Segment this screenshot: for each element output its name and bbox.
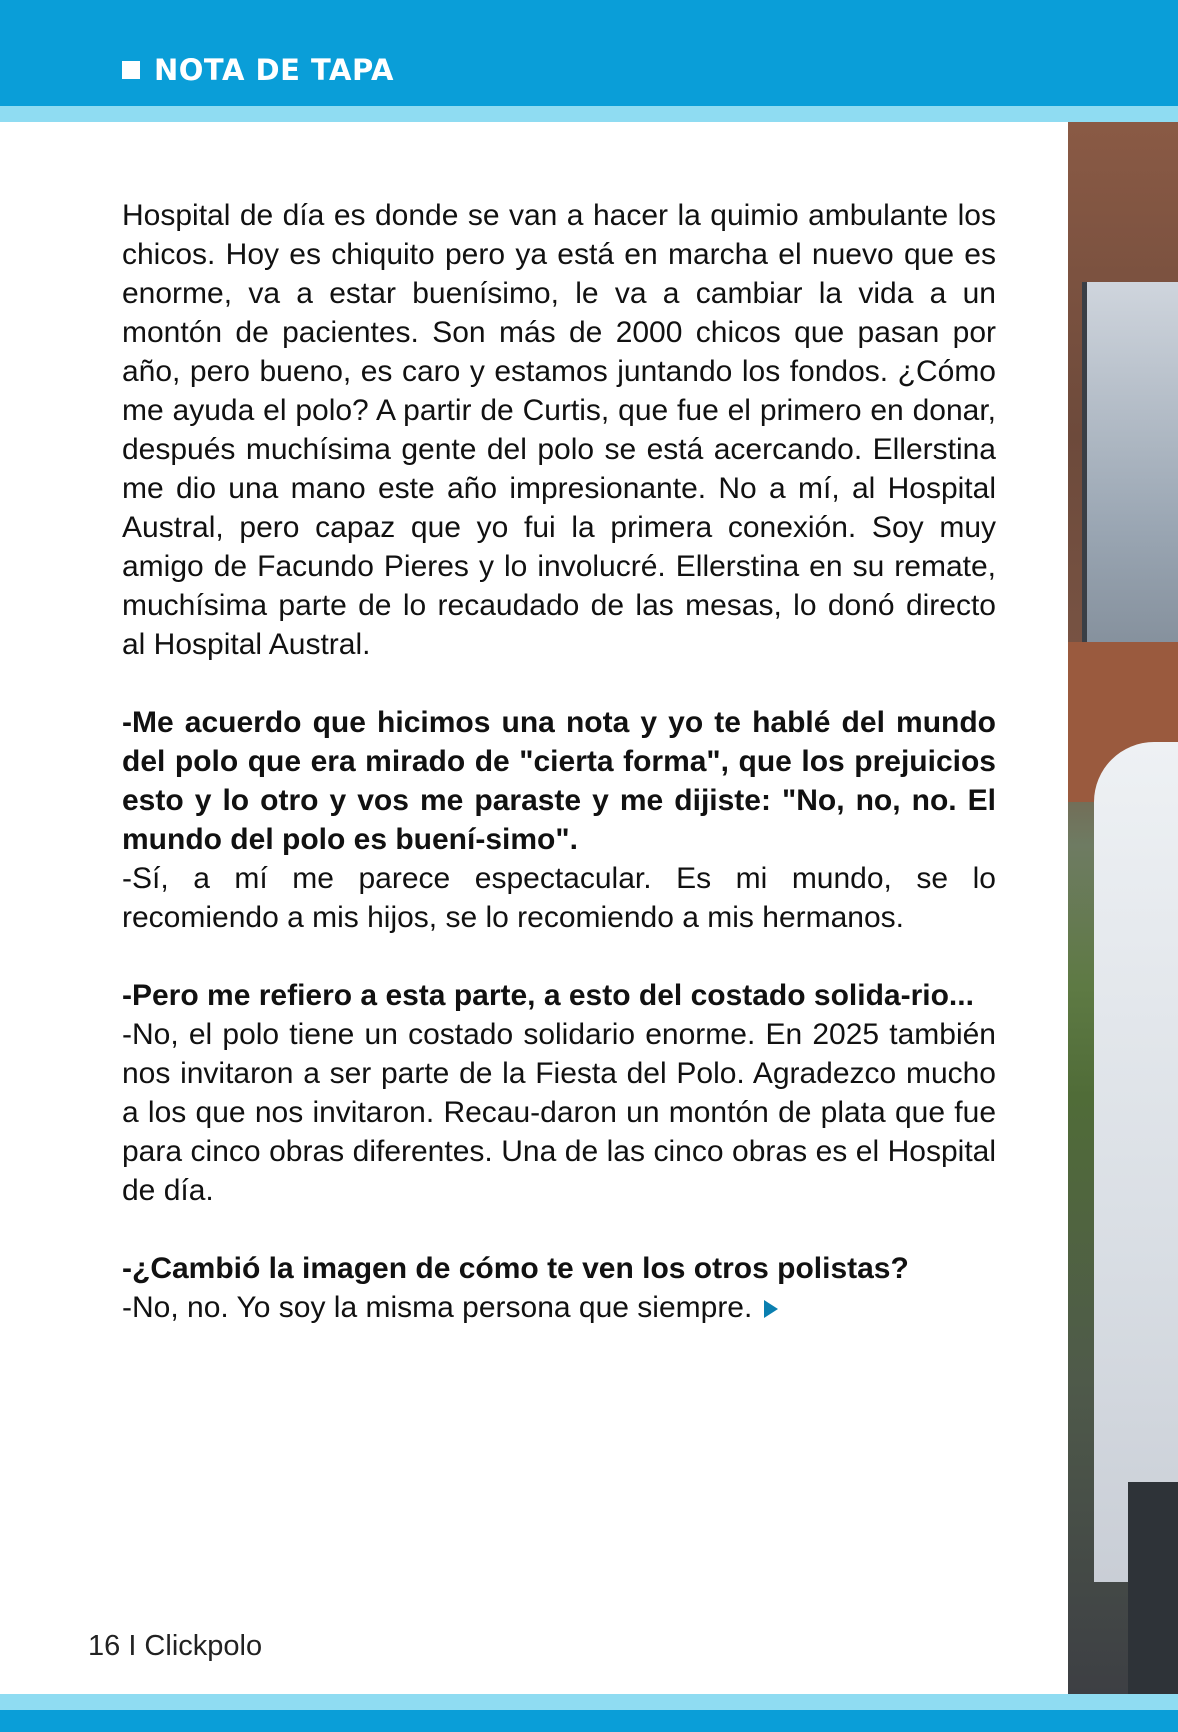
section-label: NOTA DE TAPA (154, 53, 394, 87)
photo-window (1082, 282, 1178, 692)
interview-question: -Pero me refiero a esta parte, a esto del costado solida-rio... (122, 979, 974, 1012)
photo-person-pants (1128, 1482, 1178, 1694)
triangle-right-icon (764, 1300, 778, 1318)
square-bullet-icon (122, 61, 140, 79)
final-answer-text: -No, no. Yo soy la misma persona que siempre. (122, 1291, 753, 1324)
interview-answer-final (122, 1288, 996, 1327)
photo-person-shirt (1094, 742, 1178, 1582)
footer-bar (0, 1710, 1178, 1732)
footer-stripe (0, 1694, 1178, 1710)
cover-photo-edge (1068, 122, 1178, 1694)
header-stripe (0, 106, 1178, 122)
article-body (122, 196, 996, 1327)
interview-answer: -No, el polo tiene un costado solidario enorme. En 2025 también nos invitaron a ser parte de la Fiesta del Polo. Agradezco mucho a los que nos invitaron. Recau-daron un montón de plata que fue para cinco obras diferentes. Una de las cinco obras es el Hospital de día. (122, 1018, 996, 1207)
interview-question: -Me acuerdo que hicimos una nota y yo te hablé del mundo del polo que era mirado de "cierta forma", que los prejuicios esto y lo otro y vos me paraste y me dijiste: "No, no, no. El mundo del polo es buení-simo". (122, 706, 996, 856)
interview-answer: -Sí, a mí me parece espectacular. Es mi mundo, se lo recomiendo a mis hijos, se lo recomiendo a mis hermanos. (122, 862, 996, 934)
article-paragraph: Hospital de día es donde se van a hacer la quimio ambulante los chicos. Hoy es chiquito pero ya está en marcha el nuevo que es enorme, va a estar buenísimo, le va a cambiar la vida a un montón de pacientes. Son más de 2000 chicos que pasan por año, pero bueno, es caro y estamos juntando los fondos. ¿Cómo me ayuda el polo? A partir de Curtis, que fue el primero en donar, después muchísima gente del polo se está acercando. Ellerstina me dio una mano este año impresionante. No a mí, al Hospital Austral, pero capaz que yo fui la primera conexión. Soy muy amigo de Facundo Pieres y lo involucré. Ellerstina en su remate, muchísima parte de lo recaudado de las mesas, lo donó directo al Hospital Austral. (122, 199, 996, 661)
interview-question: -¿Cambió la imagen de cómo te ven los otros polistas? (122, 1252, 909, 1285)
page-footer: 16 I Clickpolo (88, 1630, 263, 1662)
